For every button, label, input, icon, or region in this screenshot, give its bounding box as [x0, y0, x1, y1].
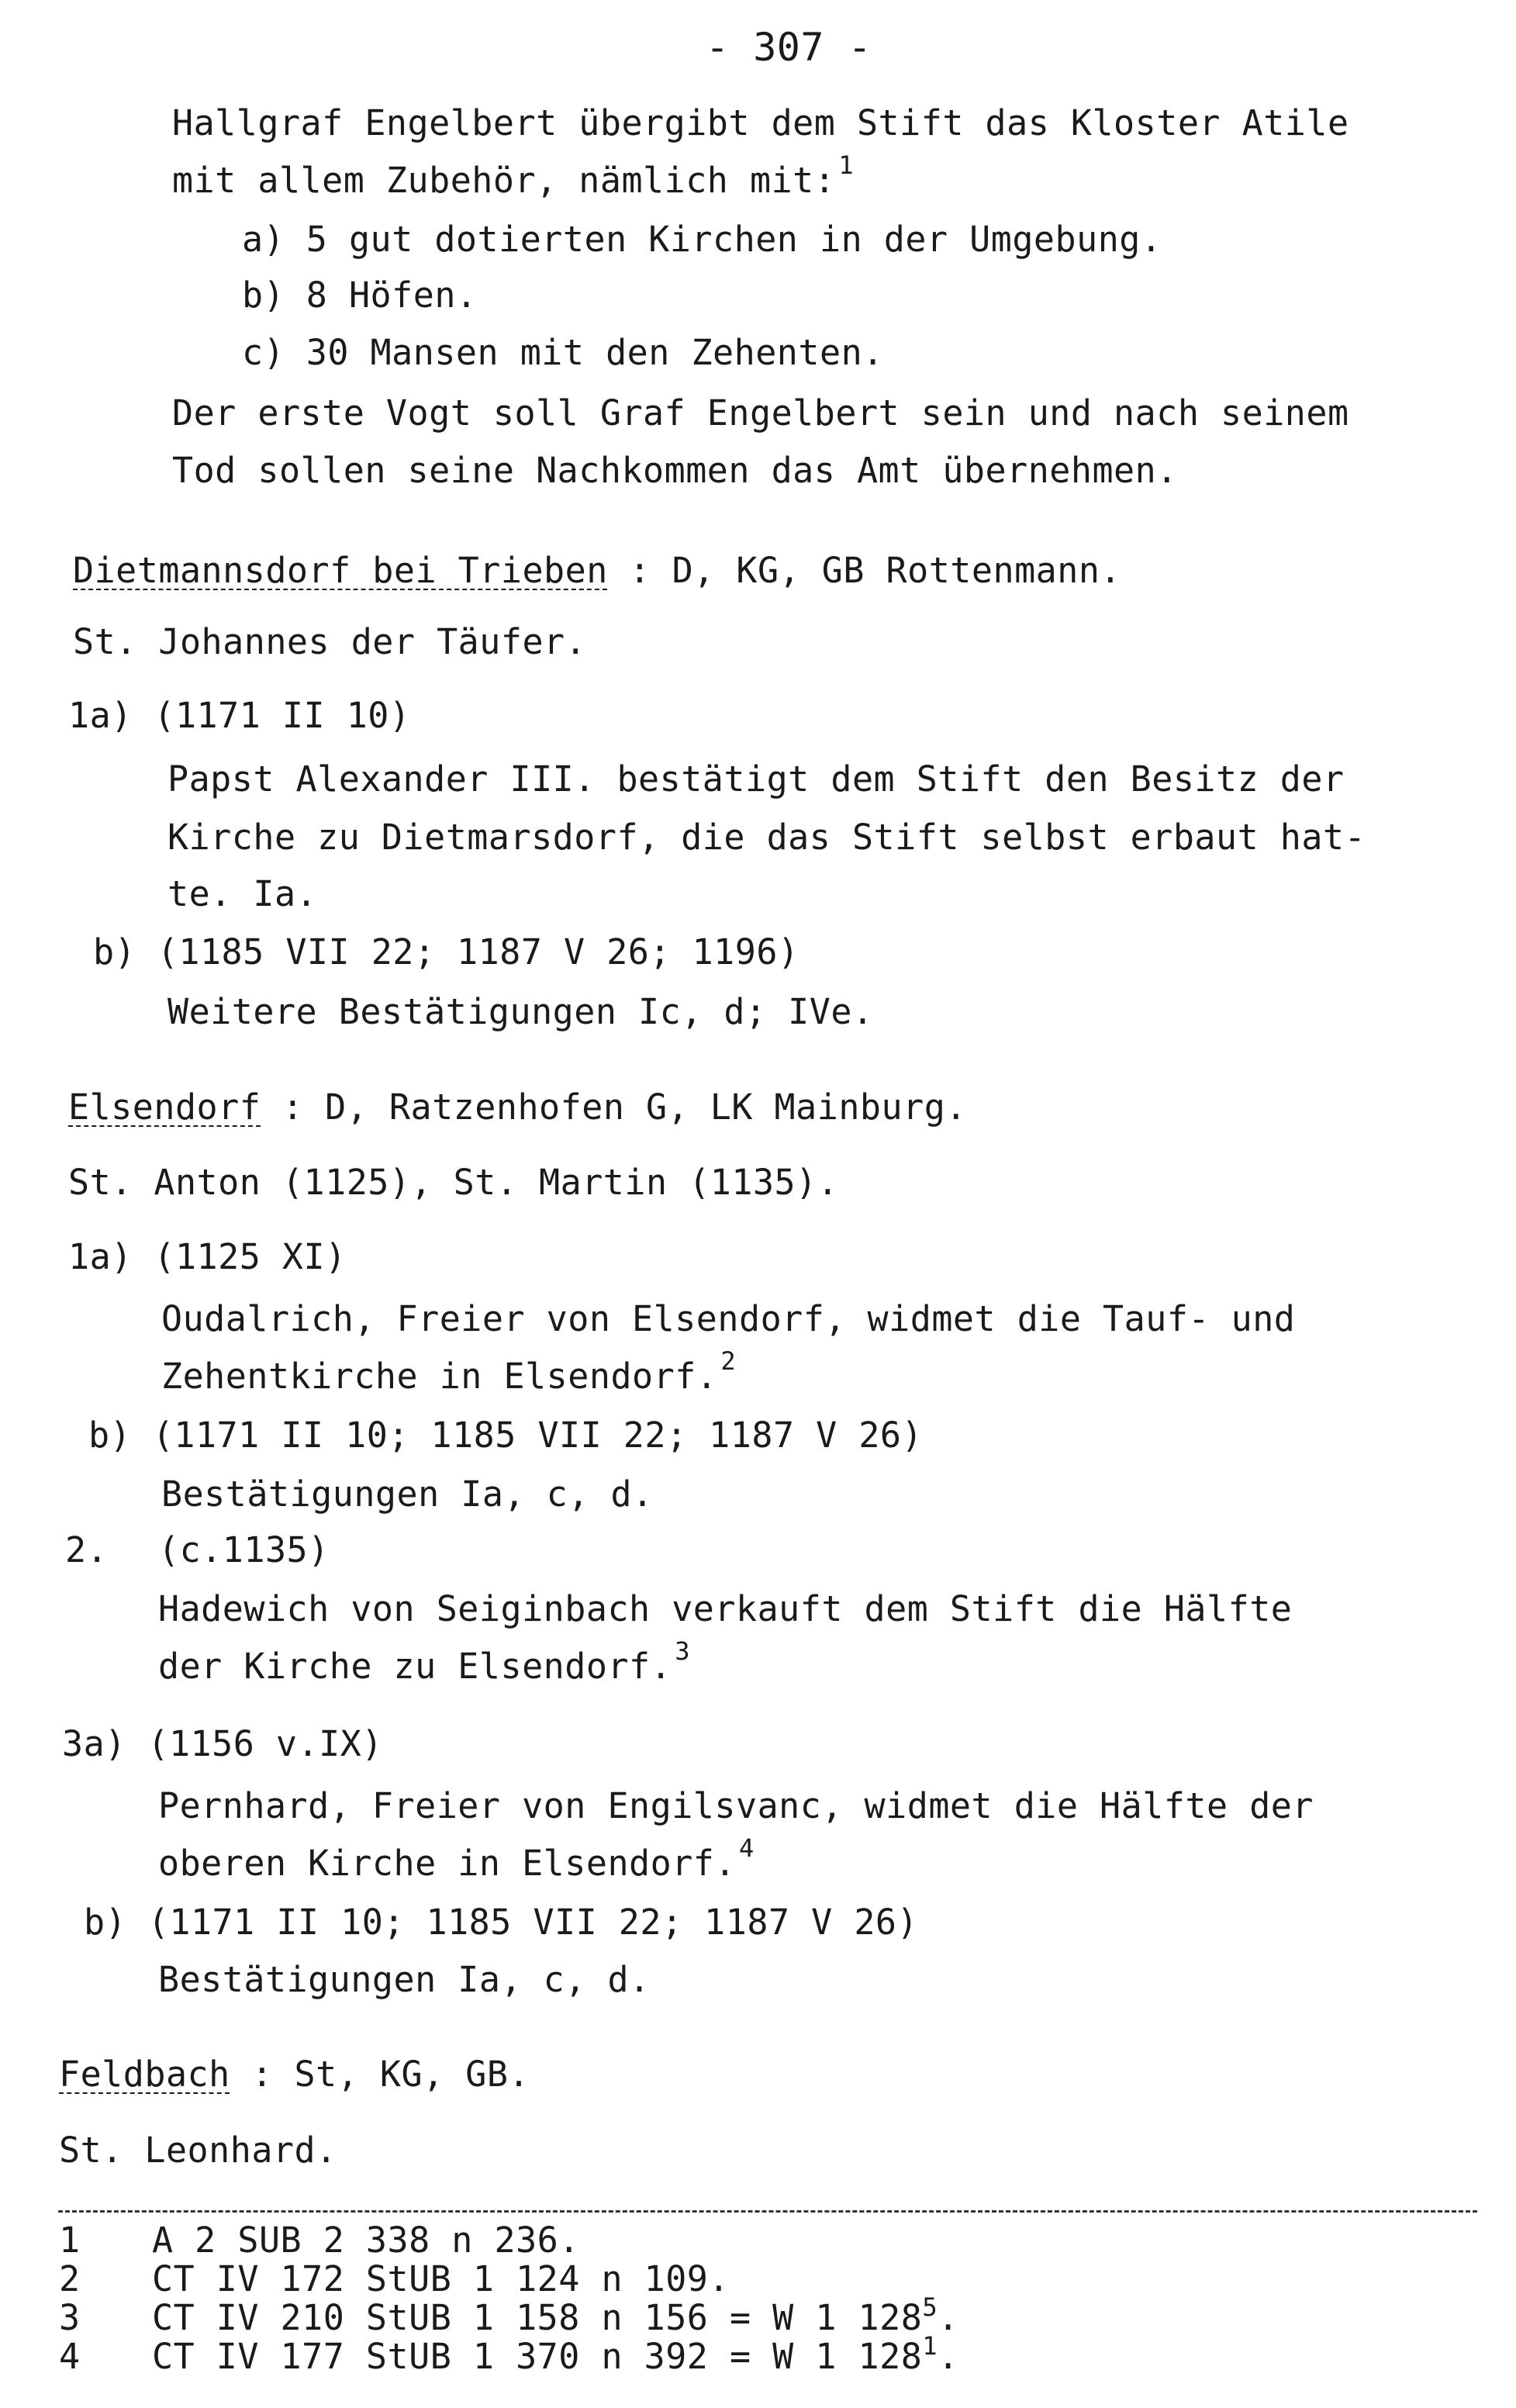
- intro-line-7: Tod sollen seine Nachkommen das Amt übernehmen.: [172, 450, 1178, 491]
- entry-heading-elsendorf: [68, 1087, 967, 1128]
- footnote-1-text: A 2 SUB 2 338 n 236.: [152, 2220, 580, 2261]
- record-1b-head: b) (1185 VII 22; 1187 V 26; 1196): [93, 931, 799, 973]
- page-number: - 307 -: [706, 25, 872, 70]
- record-3a-head: 3a) (1156 v.IX): [62, 1723, 383, 1764]
- footnote-1-number: 1: [59, 2220, 81, 2261]
- footnote-3-superscript: 5: [922, 2292, 938, 2322]
- record-1a-line-2: [161, 1346, 737, 1397]
- footnote-3-number: 3: [59, 2297, 81, 2338]
- intro-line-6: Der erste Vogt soll Graf Engelbert sein und nach seinem: [172, 392, 1349, 434]
- record-3b-head: b) (1171 II 10; 1185 VII 22; 1187 V 26): [84, 1902, 919, 1943]
- footnote-separator: [58, 2210, 1477, 2213]
- record-3a-line-2: [158, 1833, 755, 1884]
- record-1b-line-1: Weitere Bestätigungen Ic, d; IVe.: [167, 991, 874, 1032]
- intro-item-b: b) 8 Höfen.: [242, 275, 478, 316]
- record-3a-line-2-text: oberen Kirche in Elsendorf.: [158, 1843, 736, 1884]
- record-1b-line-1: Bestätigungen Ia, c, d.: [161, 1473, 654, 1515]
- record-1a-head: 1a) (1125 XI): [68, 1236, 347, 1277]
- place-name-feldbach: Feldbach: [59, 2054, 230, 2095]
- saint-elsendorf: St. Anton (1125), St. Martin (1135).: [68, 1162, 839, 1203]
- record-1a-head: 1a) (1171 II 10): [68, 695, 411, 736]
- footnote-4-number: 4: [59, 2336, 81, 2377]
- footnote-ref-2: 2: [720, 1346, 737, 1376]
- record-2-line-2: [158, 1636, 690, 1687]
- intro-line-2-text: mit allem Zubehör, nämlich mit:: [172, 160, 836, 201]
- footnote-ref-1: 1: [838, 150, 855, 180]
- record-3b-line-1: Bestätigungen Ia, c, d.: [158, 1959, 651, 2000]
- record-3a-line-1: Pernhard, Freier von Engilsvanc, widmet die Hälfte der: [158, 1785, 1314, 1826]
- saint-feldbach: St. Leonhard.: [59, 2130, 337, 2171]
- place-name-dietmannsdorf: Dietmannsdorf bei Trieben: [73, 550, 608, 591]
- footnote-4-entry: [152, 2331, 959, 2377]
- record-2-number: 2.: [65, 1529, 109, 1570]
- footnote-4-text: CT IV 177 StUB 1 370 n 392 = W 1 128: [152, 2336, 923, 2377]
- footnote-ref-4: 4: [739, 1833, 755, 1863]
- intro-line-2: [172, 150, 855, 201]
- record-1a-line-1: Papst Alexander III. bestätigt dem Stift den Besitz der: [167, 758, 1345, 800]
- place-meta-feldbach: : St, KG, GB.: [230, 2054, 530, 2095]
- footnote-4-tail: .: [938, 2336, 959, 2377]
- intro-line-1: Hallgraf Engelbert übergibt dem Stift das Kloster Atile: [172, 102, 1349, 143]
- footnote-3-entry: [152, 2292, 959, 2338]
- intro-item-c: c) 30 Mansen mit den Zehenten.: [242, 332, 884, 373]
- entry-heading-dietmannsdorf: [73, 550, 1122, 591]
- footnote-2-number: 2: [59, 2258, 81, 2299]
- place-name-elsendorf: Elsendorf: [68, 1087, 261, 1128]
- record-1a-line-2: Kirche zu Dietmarsdorf, die das Stift selbst erbaut hat-: [167, 817, 1366, 858]
- footnote-4-superscript: 1: [922, 2331, 938, 2361]
- place-meta-dietmannsdorf: : D, KG, GB Rottenmann.: [607, 550, 1122, 591]
- record-1a-line-1: Oudalrich, Freier von Elsendorf, widmet die Tauf- und: [161, 1298, 1296, 1339]
- footnote-3-text: CT IV 210 StUB 1 158 n 156 = W 1 128: [152, 2297, 923, 2338]
- footnote-2-text: CT IV 172 StUB 1 124 n 109.: [152, 2258, 730, 2299]
- record-1a-line-2-text: Zehentkirche in Elsendorf.: [161, 1356, 718, 1397]
- place-meta-elsendorf: : D, Ratzenhofen G, LK Mainburg.: [261, 1087, 967, 1128]
- saint-dietmannsdorf: St. Johannes der Täufer.: [73, 621, 587, 662]
- record-2-line-2-text: der Kirche zu Elsendorf.: [158, 1646, 672, 1687]
- record-2-line-1: Hadewich von Seiginbach verkauft dem Stift die Hälfte: [158, 1588, 1293, 1629]
- intro-item-a: a) 5 gut dotierten Kirchen in der Umgebung.: [242, 219, 1162, 260]
- record-1b-head: b) (1171 II 10; 1185 VII 22; 1187 V 26): [88, 1415, 924, 1456]
- footnote-ref-3: 3: [675, 1636, 690, 1666]
- record-1a-line-3: te. Ia.: [167, 873, 318, 914]
- footnote-3-tail: .: [938, 2297, 959, 2338]
- record-2-head: (c.1135): [158, 1529, 330, 1570]
- entry-heading-feldbach: [59, 2054, 530, 2095]
